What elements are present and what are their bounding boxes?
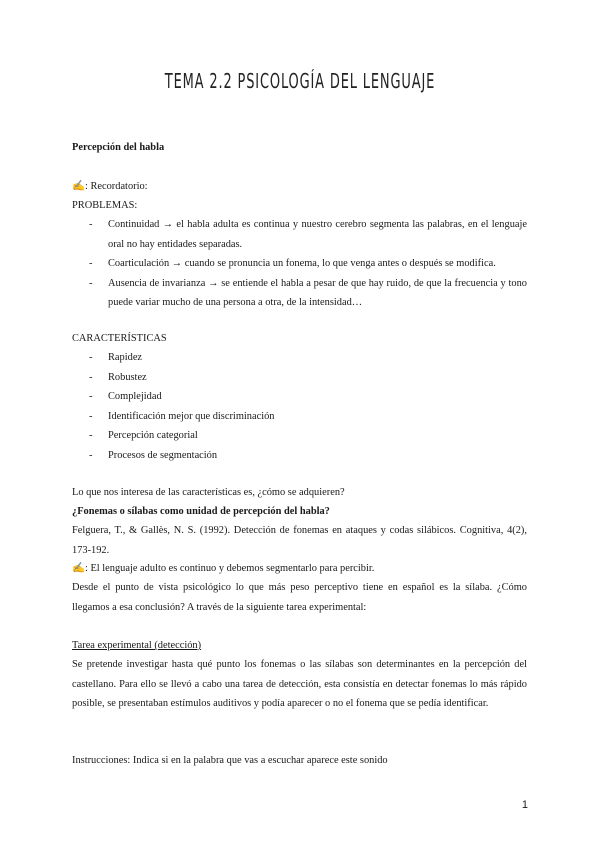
problems-heading: PROBLEMAS: [72,200,138,211]
reminder-line [72,177,148,197]
reference: Felguera, T., & Gallès, N. S. (1992). Detección de fonemas en ataques y codas silábicos. Cognitiva, 4(2), 173-192. [72,525,527,556]
section-heading: Percepción del habla [72,142,165,153]
list-item: - Procesos de segmentación [72,446,527,466]
list-item: - Ausencia de invarianza → se entiende el habla a pesar de que hay ruido, de que la frecuencia y tono puede variar mucho de una persona a otra, de la intensidad… [72,274,527,313]
paragraph: Desde el punto de vista psicológico lo que más peso perceptivo tiene en español es la sílaba. ¿Cómo llegamos a esa conclusión? A través de la siguiente tarea experimental: [72,582,527,613]
page-number: 1 [521,799,528,811]
page-title: TEMA 2.2 PSICOLOGÍA DEL LENGUAJE [164,69,436,93]
list-item: - Rapidez [72,348,527,368]
reminder-label: : Recordatorio: [84,181,148,192]
instructions: Instrucciones: Indica si en la palabra que vas a escuchar aparece este sonido [72,755,388,766]
task-paragraph: Se pretende investigar hasta qué punto los fonemas o las sílabas son determinantes en la percepción del castellano. Para ello se llevó a cabo una tarea de detección, esta consistía en detectar fonemas lo más rápido posible, se presentaban estímulos auditivos y podía aparecer o no el fonema que se pedía identificar. [72,659,527,709]
task-heading: Tarea experimental (detección) [72,640,202,651]
note-text: : El lenguaje adulto es continuo y debemos segmentarlo para percibir. [84,563,375,574]
list-item: - Coarticulación → cuando se pronuncia un fonema, lo que venga antes o después se modifica. [72,254,527,274]
list-item: - Identificación mejor que discriminación [72,407,527,427]
list-item: - Continuidad → el habla adulta es continua y nuestro cerebro segmenta las palabras, en el lenguaje oral no hay entidades separadas. [72,215,527,254]
list-item: - Complejidad [72,387,527,407]
note-line [72,559,374,579]
characteristics-list [72,348,527,465]
question-bold: ¿Fonemas o sílabas como unidad de percepción del habla? [72,506,330,517]
problems-list [72,215,527,313]
characteristics-heading: CARACTERÍSTICAS [72,333,167,344]
question-text: Lo que nos interesa de las características es, ¿cómo se adquieren? [72,487,345,498]
writing-hand-icon: ✍ [72,563,85,574]
list-item: - Robustez [72,368,527,388]
writing-hand-icon: ✍ [72,181,85,192]
list-item: - Percepción categorial [72,426,527,446]
